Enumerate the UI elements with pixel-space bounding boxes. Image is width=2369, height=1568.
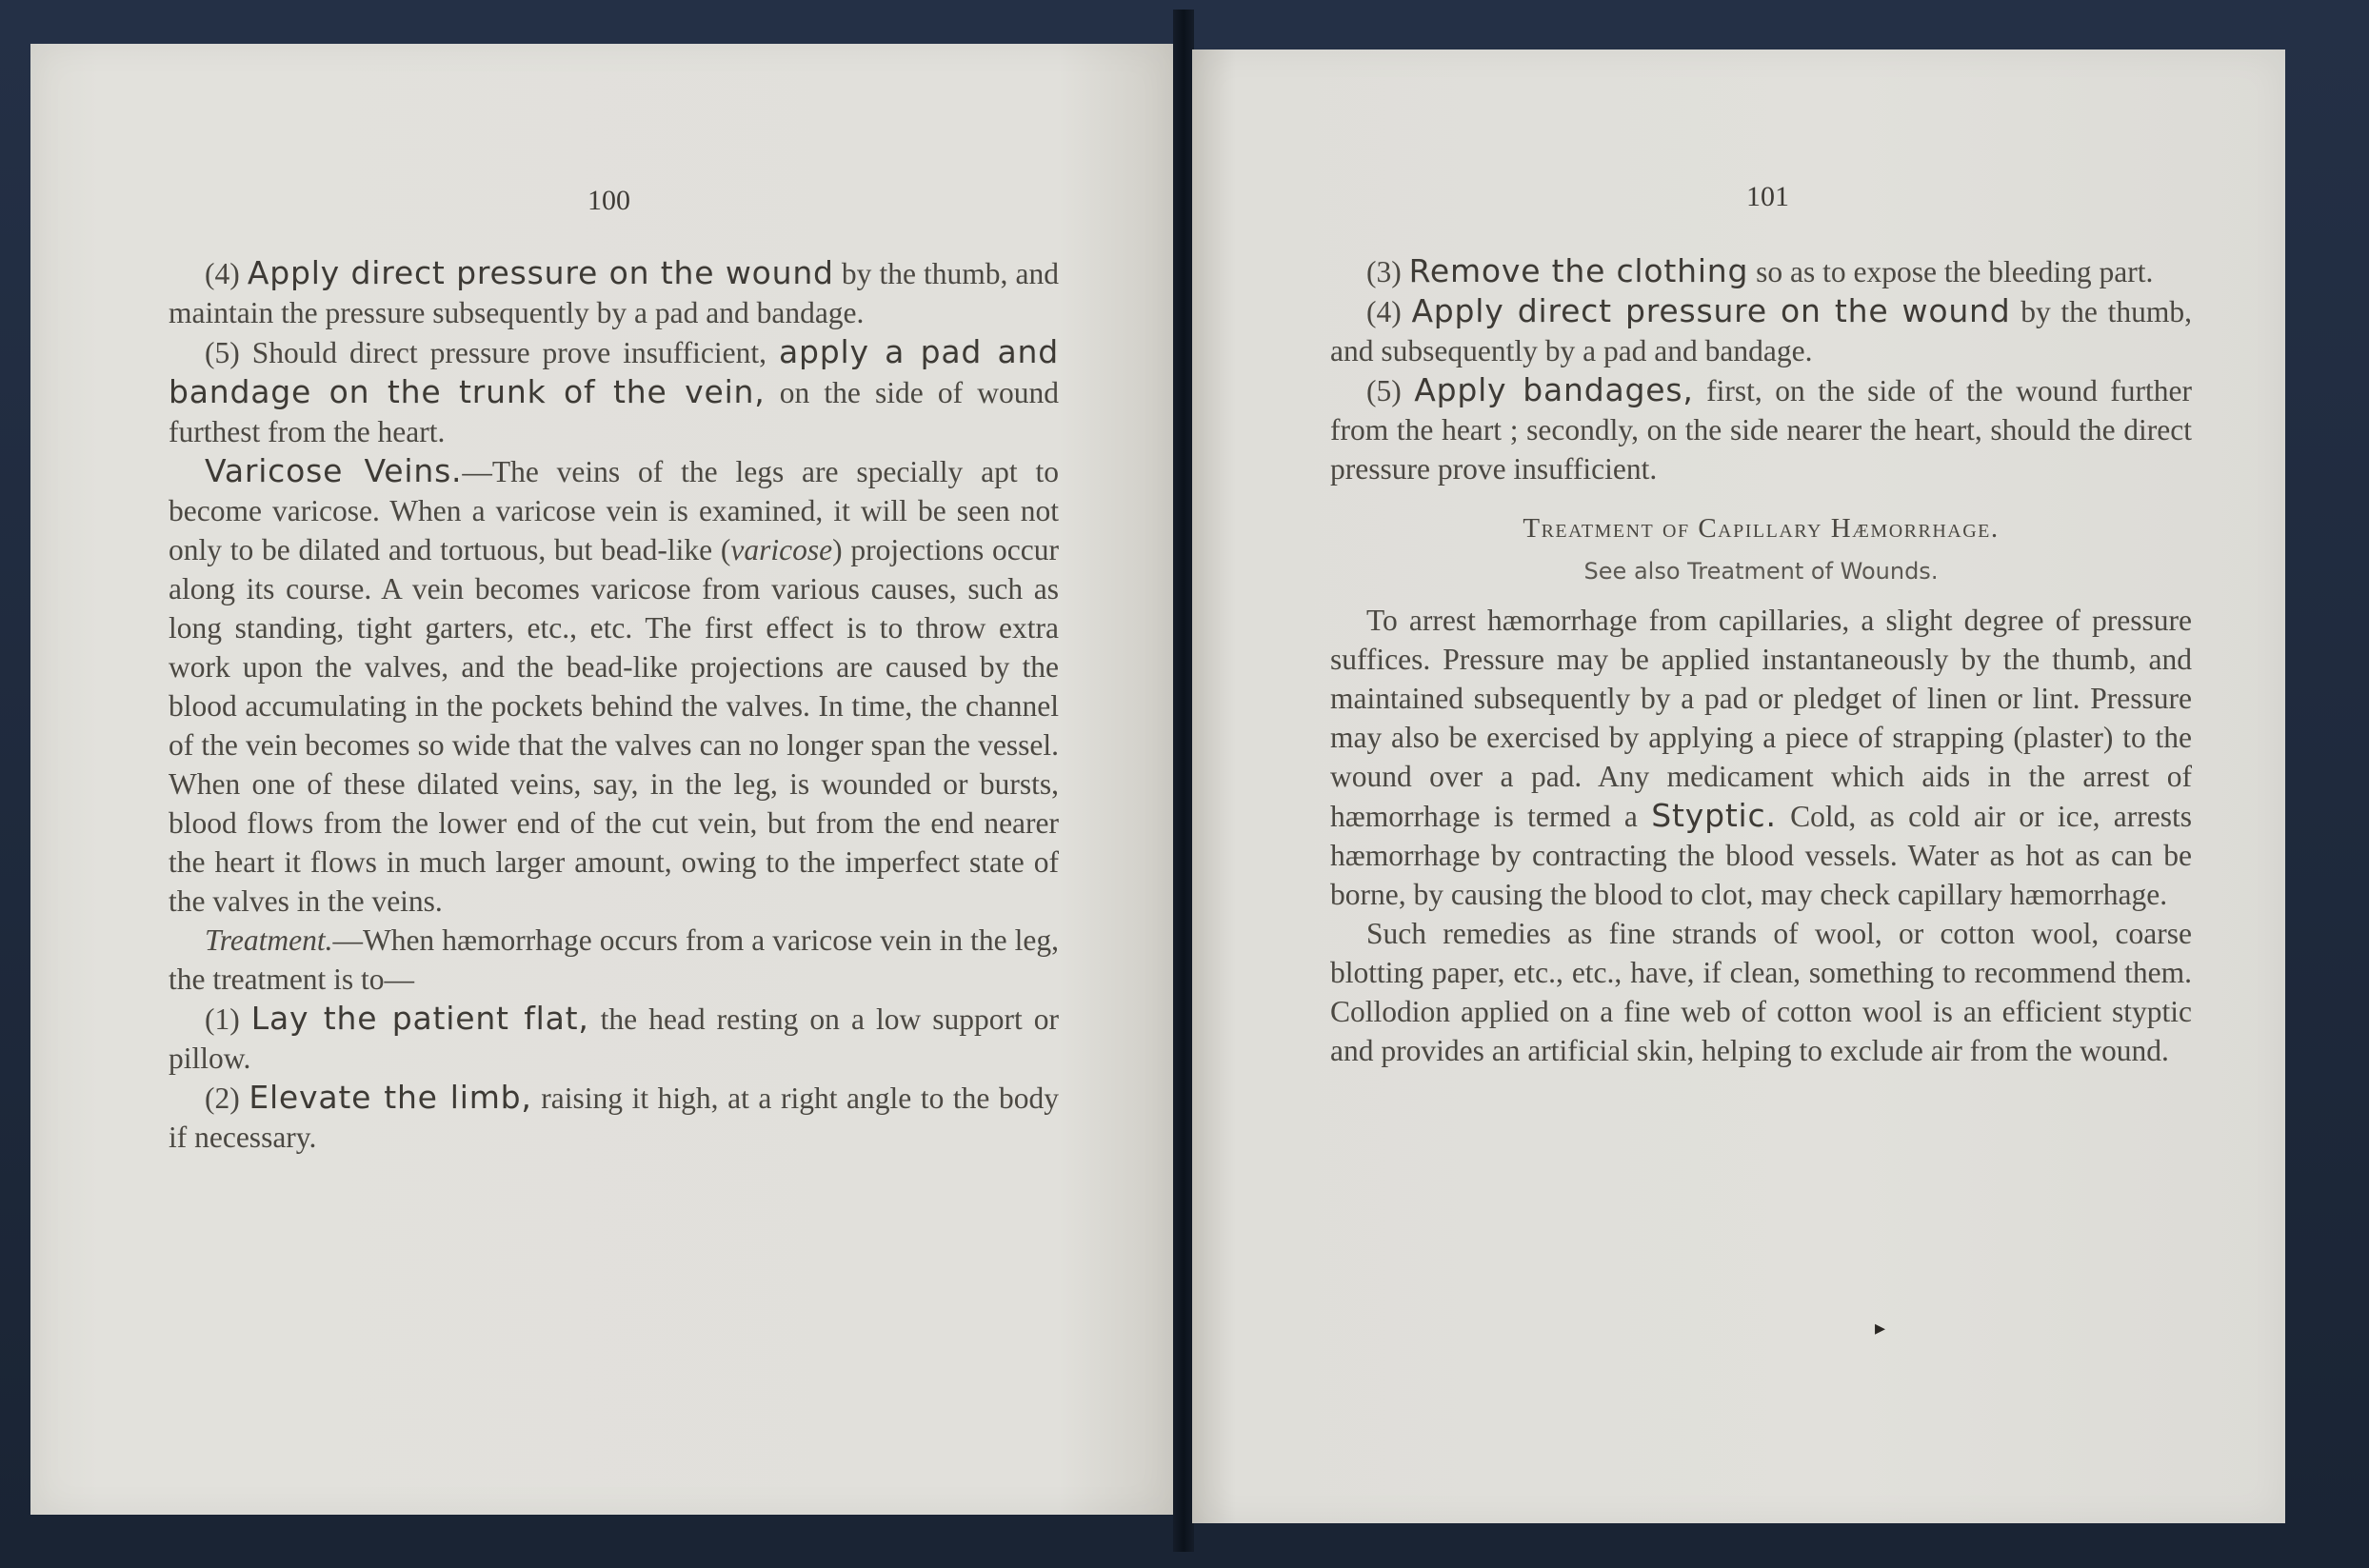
bold-instruction: apply a pad and bandage on the trunk of the vein, xyxy=(169,333,1059,410)
left-page xyxy=(30,44,1173,1515)
bold-instruction: Apply direct pressure on the wound xyxy=(247,254,834,291)
bold-instruction: Apply direct pressure on the wound xyxy=(1411,292,2011,329)
list-number: (4) xyxy=(205,257,248,290)
bold-instruction: Elevate the limb, xyxy=(249,1079,532,1116)
italic-term: Treatment. xyxy=(205,923,333,957)
list-number: (1) xyxy=(205,1002,251,1036)
section-subheading: See also Treatment of Wounds. xyxy=(1583,558,1939,585)
list-number: (5) xyxy=(1366,374,1415,407)
paragraph xyxy=(1330,601,2192,914)
paragraph-text: the head resting on a low support or pillow. xyxy=(169,1002,1060,1075)
section-title: Varicose Veins. xyxy=(205,452,463,489)
bold-instruction: Lay the patient flat, xyxy=(250,1000,589,1037)
paragraph-text: so as to expose the bleeding part. xyxy=(1748,255,2154,288)
paragraph-text: Cold, as cold air or ice, arrests hæmorrhage by contracting the blood vessels. Water as hot as can be borne, by causing the blood to clot, may check capillary hæmorrhage. xyxy=(1330,800,2192,911)
paragraph xyxy=(1330,291,2192,370)
list-number: (4) xyxy=(1366,295,1412,328)
bold-instruction: Remove the clothing xyxy=(1408,252,1749,289)
bold-term: Styptic. xyxy=(1651,797,1777,834)
paragraph-text: —When hæmorrhage occurs from a varicose vein in the leg, the treatment is to— xyxy=(169,923,1059,996)
bold-instruction: Apply bandages, xyxy=(1414,371,1694,408)
paragraph xyxy=(169,253,1059,332)
paragraph-text: by the thumb, and maintain the pressure subsequently by a pad and bandage. xyxy=(169,257,1060,329)
paragraph-text: ) projections occur along its course. A vein becomes varicose from various causes, such as long standing, tight garters, etc., etc. The first effect is to throw extra work upon the valves, and the bead-like projections are caused by the blood accumulating in the pockets behind the valves. In time, the channel of the vein becomes so wide that the valves can no longer span the vessel. When one of these dilated veins, say, in the leg, is wounded or bursts, blood flows from the lower end of the cut vein, but from the end nearer the heart it flows in much larger amount, owing to the imperfect state of the valves in the veins. xyxy=(169,533,1059,918)
italic-term: varicose xyxy=(730,533,833,566)
paragraph-text: To arrest hæmorrhage from capillaries, a slight degree of pressure suffices. Pressure may be applied instantaneously by the thumb, and maintained subsequently by a pad or pledget of linen or lint. Pressure may also be exercised by applying a piece of strapping (plaster) to the wound over a pad. Any medicament which aids in the arrest of hæmorrhage is termed a xyxy=(1330,604,2192,833)
paragraph-text: first, on the side of the wound further from the heart ; secondly, on the side nearer the heart, should the direct pressure prove insufficient. xyxy=(1330,374,2193,486)
book-gutter xyxy=(1173,10,1194,1552)
right-page xyxy=(1192,50,2285,1523)
paragraph-text: by the thumb, and subsequently by a pad and bandage. xyxy=(1330,295,2192,367)
list-number: (2) xyxy=(205,1082,249,1115)
list-number: (3) xyxy=(1366,255,1409,288)
paragraph xyxy=(169,921,1059,999)
paragraph-text: on the side of wound furthest from the heart. xyxy=(169,376,1060,448)
page-number: 101 xyxy=(1746,181,1789,212)
section-heading: Treatment of Capillary Hæmorrhage. xyxy=(1523,513,2000,544)
paragraph xyxy=(169,1078,1059,1157)
paragraph-text: Should direct pressure prove insufficient, xyxy=(251,336,779,369)
paragraph xyxy=(169,999,1059,1078)
page-number: 100 xyxy=(587,185,630,216)
paragraph xyxy=(1330,914,2192,1070)
paragraph-text: —The veins of the legs are specially apt to become varicose. When a varicose vein is examined, it will be seen not only to be dilated and tortuous, but bead-like ( xyxy=(169,455,1060,566)
list-number: (5) xyxy=(205,336,252,369)
paragraph xyxy=(1330,251,2192,291)
footer-mark: ▸ xyxy=(1875,1316,1886,1340)
paragraph-text: raising it high, at a right angle to the body if necessary. xyxy=(169,1082,1059,1154)
paragraph xyxy=(169,451,1059,921)
paragraph xyxy=(169,332,1059,451)
page-body xyxy=(169,253,1059,1157)
paragraph xyxy=(1330,370,2192,488)
page-body xyxy=(1330,251,2192,1070)
paragraph-text: Such remedies as fine strands of wool, or cotton wool, coarse blotting paper, etc., etc., have, if clean, something to recommend them. Collodion applied on a fine web of cotton wool is an efficient styptic and provides an artificial skin, helping to exclude air from the wound. xyxy=(1330,917,2192,1067)
